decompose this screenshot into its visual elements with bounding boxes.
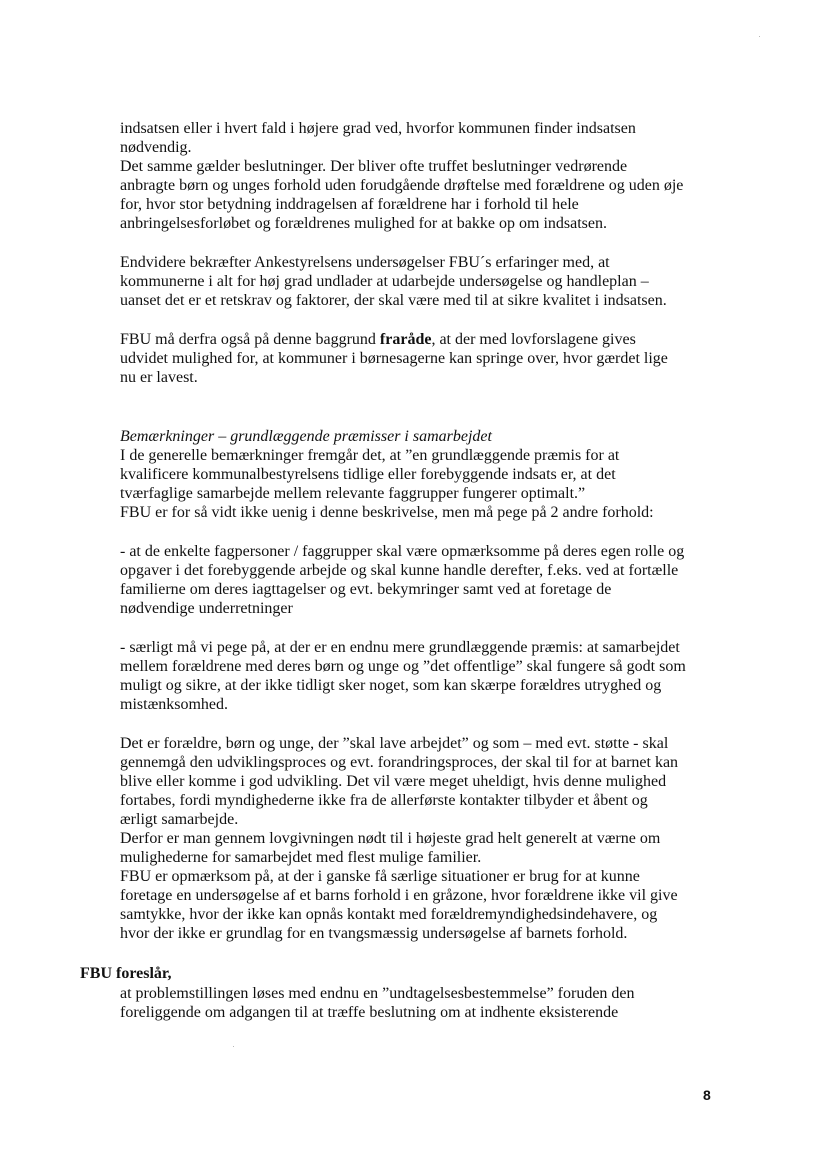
text-line: gennemgå den udviklingsproces og evt. forandringsproces, der skal til for at barnet kan <box>120 754 679 771</box>
text-line: Det samme gælder beslutninger. Der bliver ofte truffet beslutninger vedrørende <box>120 158 628 175</box>
text-line: for, hvor stor betydning inddragelsen af forældrene har i forhold til hele <box>120 196 579 213</box>
text-line: udvidet mulighed for, at kommuner i børnesagerne kan springe over, hvor gærdet lige <box>120 350 668 367</box>
scan-speck <box>759 36 760 37</box>
text-line: - at de enkelte fagpersoner / faggrupper skal være opmærksomme på deres egen rolle og <box>120 543 685 560</box>
text-run: FBU må derfra også på denne baggrund <box>120 331 380 348</box>
text-line: uanset det er et retskrav og faktorer, der skal være med til at sikre kvalitet i indsatsen. <box>120 292 667 309</box>
text-line: fortabes, fordi myndighederne ikke fra de allerførste kontakter tilbyder et åbent og <box>120 792 648 809</box>
text-line: samtykke, hvor der ikke kan opnås kontakt med forældremyndighedsindehavere, og <box>120 906 658 923</box>
paragraph-6 <box>120 638 720 714</box>
text-line: mulighederne for samarbejdet med flest mulige familier. <box>120 849 482 866</box>
text-line: familierne om deres iagttagelser og evt. bekymringer samt ved at foretage de <box>120 581 612 598</box>
text-line: blive eller komme i god udvikling. Det vil være meget uheldigt, hvis denne mulighed <box>120 773 667 790</box>
scan-speck <box>233 1046 234 1047</box>
text-line: anbragte børn og unges forhold uden forudgående drøftelse med forældrene og uden øje <box>120 177 684 194</box>
text-line: nu er lavest. <box>120 369 198 386</box>
paragraph-3 <box>120 330 720 387</box>
text-line: FBU er for så vidt ikke uenig i denne beskrivelse, men må pege på 2 andre forhold: <box>120 504 654 521</box>
text-line: FBU er opmærksom på, at der i ganske få særlige situationer er brug for at kunne <box>120 868 640 885</box>
text-line: Derfor er man gennem lovgivningen nødt til i højeste grad helt generelt at værne om <box>120 830 661 847</box>
paragraph-1 <box>120 119 720 233</box>
text-line: mellem forældrene med deres børn og unge og ”det offentlige” skal fungere så godt som <box>120 658 686 675</box>
text-line: hvor der ikke er grundlag for en tvangsmæssig undersøgelse af barnets forhold. <box>120 925 628 942</box>
text-line: Endvidere bekræfter Ankestyrelsens undersøgelser FBU´s erfaringer med, at <box>120 254 610 271</box>
text-line: anbringelsesforløbet og forældrenes mulighed for at bakke op om indsatsen. <box>120 215 607 232</box>
text-line: ærligt samarbejde. <box>120 811 239 828</box>
page-number: 8 <box>703 1087 711 1103</box>
text-line: nødvendig. <box>120 139 192 156</box>
text-line: foreliggende om adgangen til at træffe beslutning om at indhente eksisterende <box>120 1004 619 1021</box>
text-line: foretage en undersøgelse af et barns forhold i en gråzone, hvor forældrene ikke vil give <box>120 887 678 904</box>
text-run: , at der med lovforslagene gives <box>431 331 636 348</box>
section-heading: Bemærkninger – grundlæggende præmisser i samarbejdet <box>120 428 492 445</box>
emphasis-fraraade: fraråde <box>379 331 432 348</box>
text-line: Det er forældre, børn og unge, der ”skal lave arbejdet” og som – med evt. støtte - skal <box>120 735 669 752</box>
text-line <box>120 330 720 349</box>
paragraph-2 <box>120 253 720 310</box>
paragraph-7 <box>120 734 720 943</box>
text-line: indsatsen eller i hvert fald i højere grad ved, hvorfor kommunen finder indsatsen <box>120 120 636 137</box>
text-line: nødvendige underretninger <box>120 600 293 617</box>
text-line: - særligt må vi pege på, at der er en endnu mere grundlæggende præmis: at samarbejdet <box>120 639 680 656</box>
fbu-proposal-heading: FBU foreslår, <box>80 965 172 982</box>
text-line: kvalificere kommunalbestyrelsens tidlige eller forebyggende indsats er, at det <box>120 466 616 483</box>
text-line: muligt og sikre, at der ikke tidligt sker noget, som kan skærpe forældres utryghed og <box>120 677 662 694</box>
text-line: at problemstillingen løses med endnu en ”undtagelsesbestemmelse” foruden den <box>120 985 635 1002</box>
paragraph-8 <box>120 984 720 1022</box>
text-line: opgaver i det forebyggende arbejde og skal kunne handle derefter, f.eks. ved at fortælle <box>120 562 679 579</box>
paragraph-4 <box>120 427 720 522</box>
text-line: I de generelle bemærkninger fremgår det, at ”en grundlæggende præmis for at <box>120 447 620 464</box>
paragraph-5 <box>120 542 720 618</box>
text-line: tværfaglige samarbejde mellem relevante faggrupper fungerer optimalt.” <box>120 485 586 502</box>
text-line: mistænksomhed. <box>120 696 229 713</box>
text-line: kommunerne i alt for høj grad undlader at udarbejde undersøgelse og handleplan – <box>120 273 649 290</box>
